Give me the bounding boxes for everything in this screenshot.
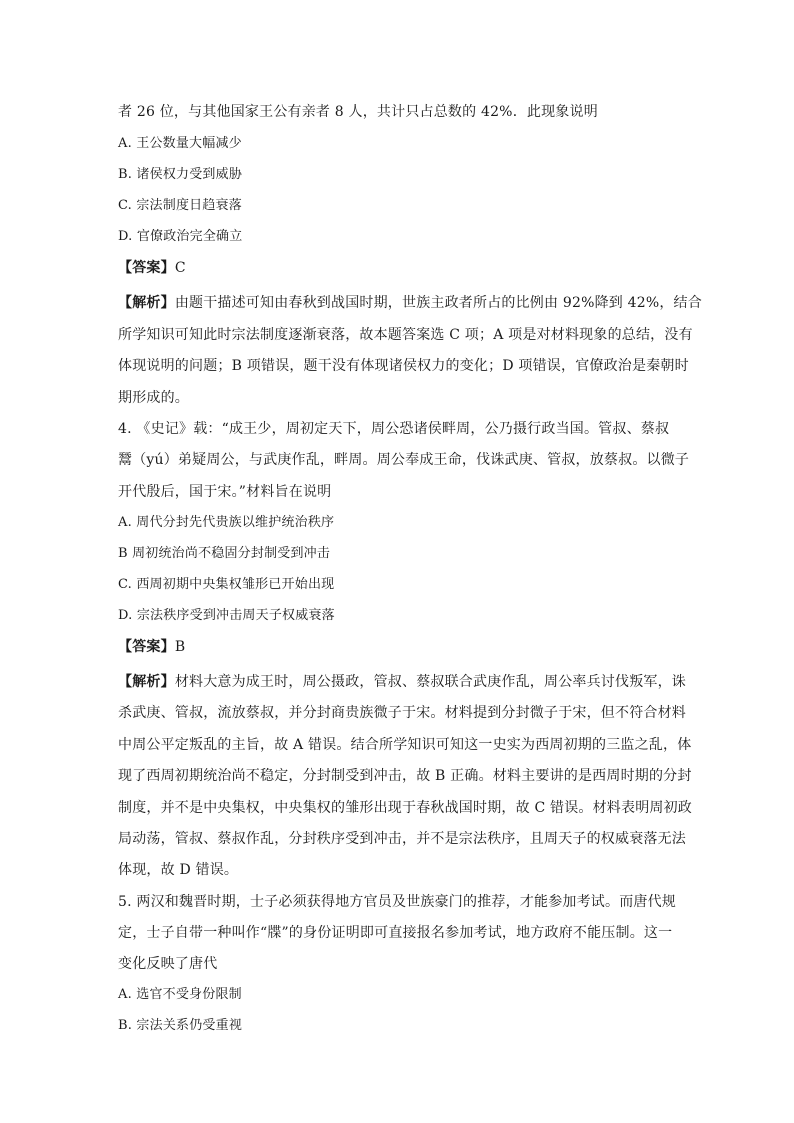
q3-stem-tail: 者 26 位，与其他国家王公有亲者 8 人，共计只占总数的 42%．此现象说明 [118, 104, 598, 120]
q5-stem-line-2: 定，士子自带一种叫作“牒”的身份证明即可直接报名参加考试，地方政府不能压制。这一 [118, 925, 673, 941]
q3-analysis-line-2: 所学知识可知此时宗法制度逐渐衰落，故本题答案选 C 项；A 项是对材料现象的总结，没有 [118, 327, 693, 343]
q3-answer-value: C [174, 260, 186, 276]
q5-option-a: A. 选官不受身份限制 [118, 987, 242, 1002]
q3-option-b: B. 诸侯权力受到威胁 [118, 167, 243, 182]
q4-analysis-line-2: 杀武庚、管叔，流放蔡叔，并分封商贵族微子于宋。材料提到分封微子于宋，但不符合材料 [118, 705, 686, 721]
q3-analysis-label: 【解析】 [118, 295, 175, 311]
q3-analysis-line-4: 期形成的。 [118, 390, 189, 406]
q4-stem-line-2: 鬵（yú）弟疑周公，与武庚作乱，畔周。周公奉成王命，伐诛武庚、管叔，放蔡叔。以微子 [118, 452, 690, 468]
q4-answer [118, 638, 678, 656]
q5-option-b: B. 宗法关系仍受重视 [118, 1018, 243, 1033]
q4-option-c: C. 西周初期中央集权雏形已开始出现 [118, 577, 335, 592]
q3-answer-label: 【答案】 [118, 260, 175, 276]
q4-option-d: D. 宗法秩序受到冲击周天子权威衰落 [118, 608, 335, 623]
q4-stem-line-1: 4. 《史记》载：“成王少，周初定天下，周公恐诸侯畔周，公乃摄行政当国。管叔、蔡叔 [118, 421, 670, 437]
q5-stem-line-1: 5. 两汉和魏晋时期，士子必须获得地方官员及世族豪门的推荐，才能参加考试。而唐代规 [118, 894, 677, 910]
q3-analysis-line-3: 体现说明的问题；B 项错误，题干没有体现诸侯权力的变化；D 项错误，官僚政治是秦朝时 [118, 358, 689, 374]
q4-analysis-text-1: 材料大意为成王时，周公摄政，管叔、蔡叔联合武庚作乱，周公率兵讨伐叛军，诛 [174, 674, 687, 690]
q5-stem-line-3: 变化反映了唐代 [118, 956, 218, 972]
q4-stem-line-3: 开代殷后，国于宋。”材料旨在说明 [118, 484, 332, 500]
q3-option-a: A. 王公数量大幅减少 [118, 136, 242, 151]
q4-answer-label: 【答案】 [118, 639, 175, 655]
q4-option-a: A. 周代分封先代贵族以维护统治秩序 [118, 515, 335, 530]
q4-answer-value: B [174, 639, 186, 655]
q4-analysis-line-3: 中周公平定叛乱的主旨，故 A 错误。结合所学知识可知这一史实为西周初期的三监之乱，体 [118, 737, 692, 753]
q4-analysis-line-1 [118, 673, 687, 691]
q3-option-d: D. 官僚政治完全确立 [118, 229, 243, 244]
q4-analysis-line-5: 制度，并不是中央集权，中央集权的雏形出现于春秋战国时期，故 C 错误。材料表明周初政 [118, 800, 693, 816]
q4-analysis-line-7: 体现，故 D 错误。 [118, 862, 239, 878]
q3-analysis-line-1 [118, 294, 702, 312]
q4-analysis-label: 【解析】 [118, 674, 175, 690]
q3-option-c: C. 宗法制度日趋衰落 [118, 198, 242, 213]
q4-option-b: B 周初统治尚不稳固分封制受到冲击 [118, 546, 331, 561]
q4-analysis-line-4: 现了西周初期统治尚不稳定，分封制受到冲击，故 B 正确。材料主要讲的是西周时期的分封 [118, 768, 692, 784]
q4-analysis-line-6: 局动荡，管叔、蔡叔作乱，分封秩序受到冲击，并不是宗法秩序，且周天子的权威衰落无法 [118, 831, 686, 847]
q3-answer [118, 259, 678, 277]
q3-analysis-text-1: 由题干描述可知由春秋到战国时期，世族主政者所占的比例由 92%降到 42%，结合 [174, 295, 702, 311]
